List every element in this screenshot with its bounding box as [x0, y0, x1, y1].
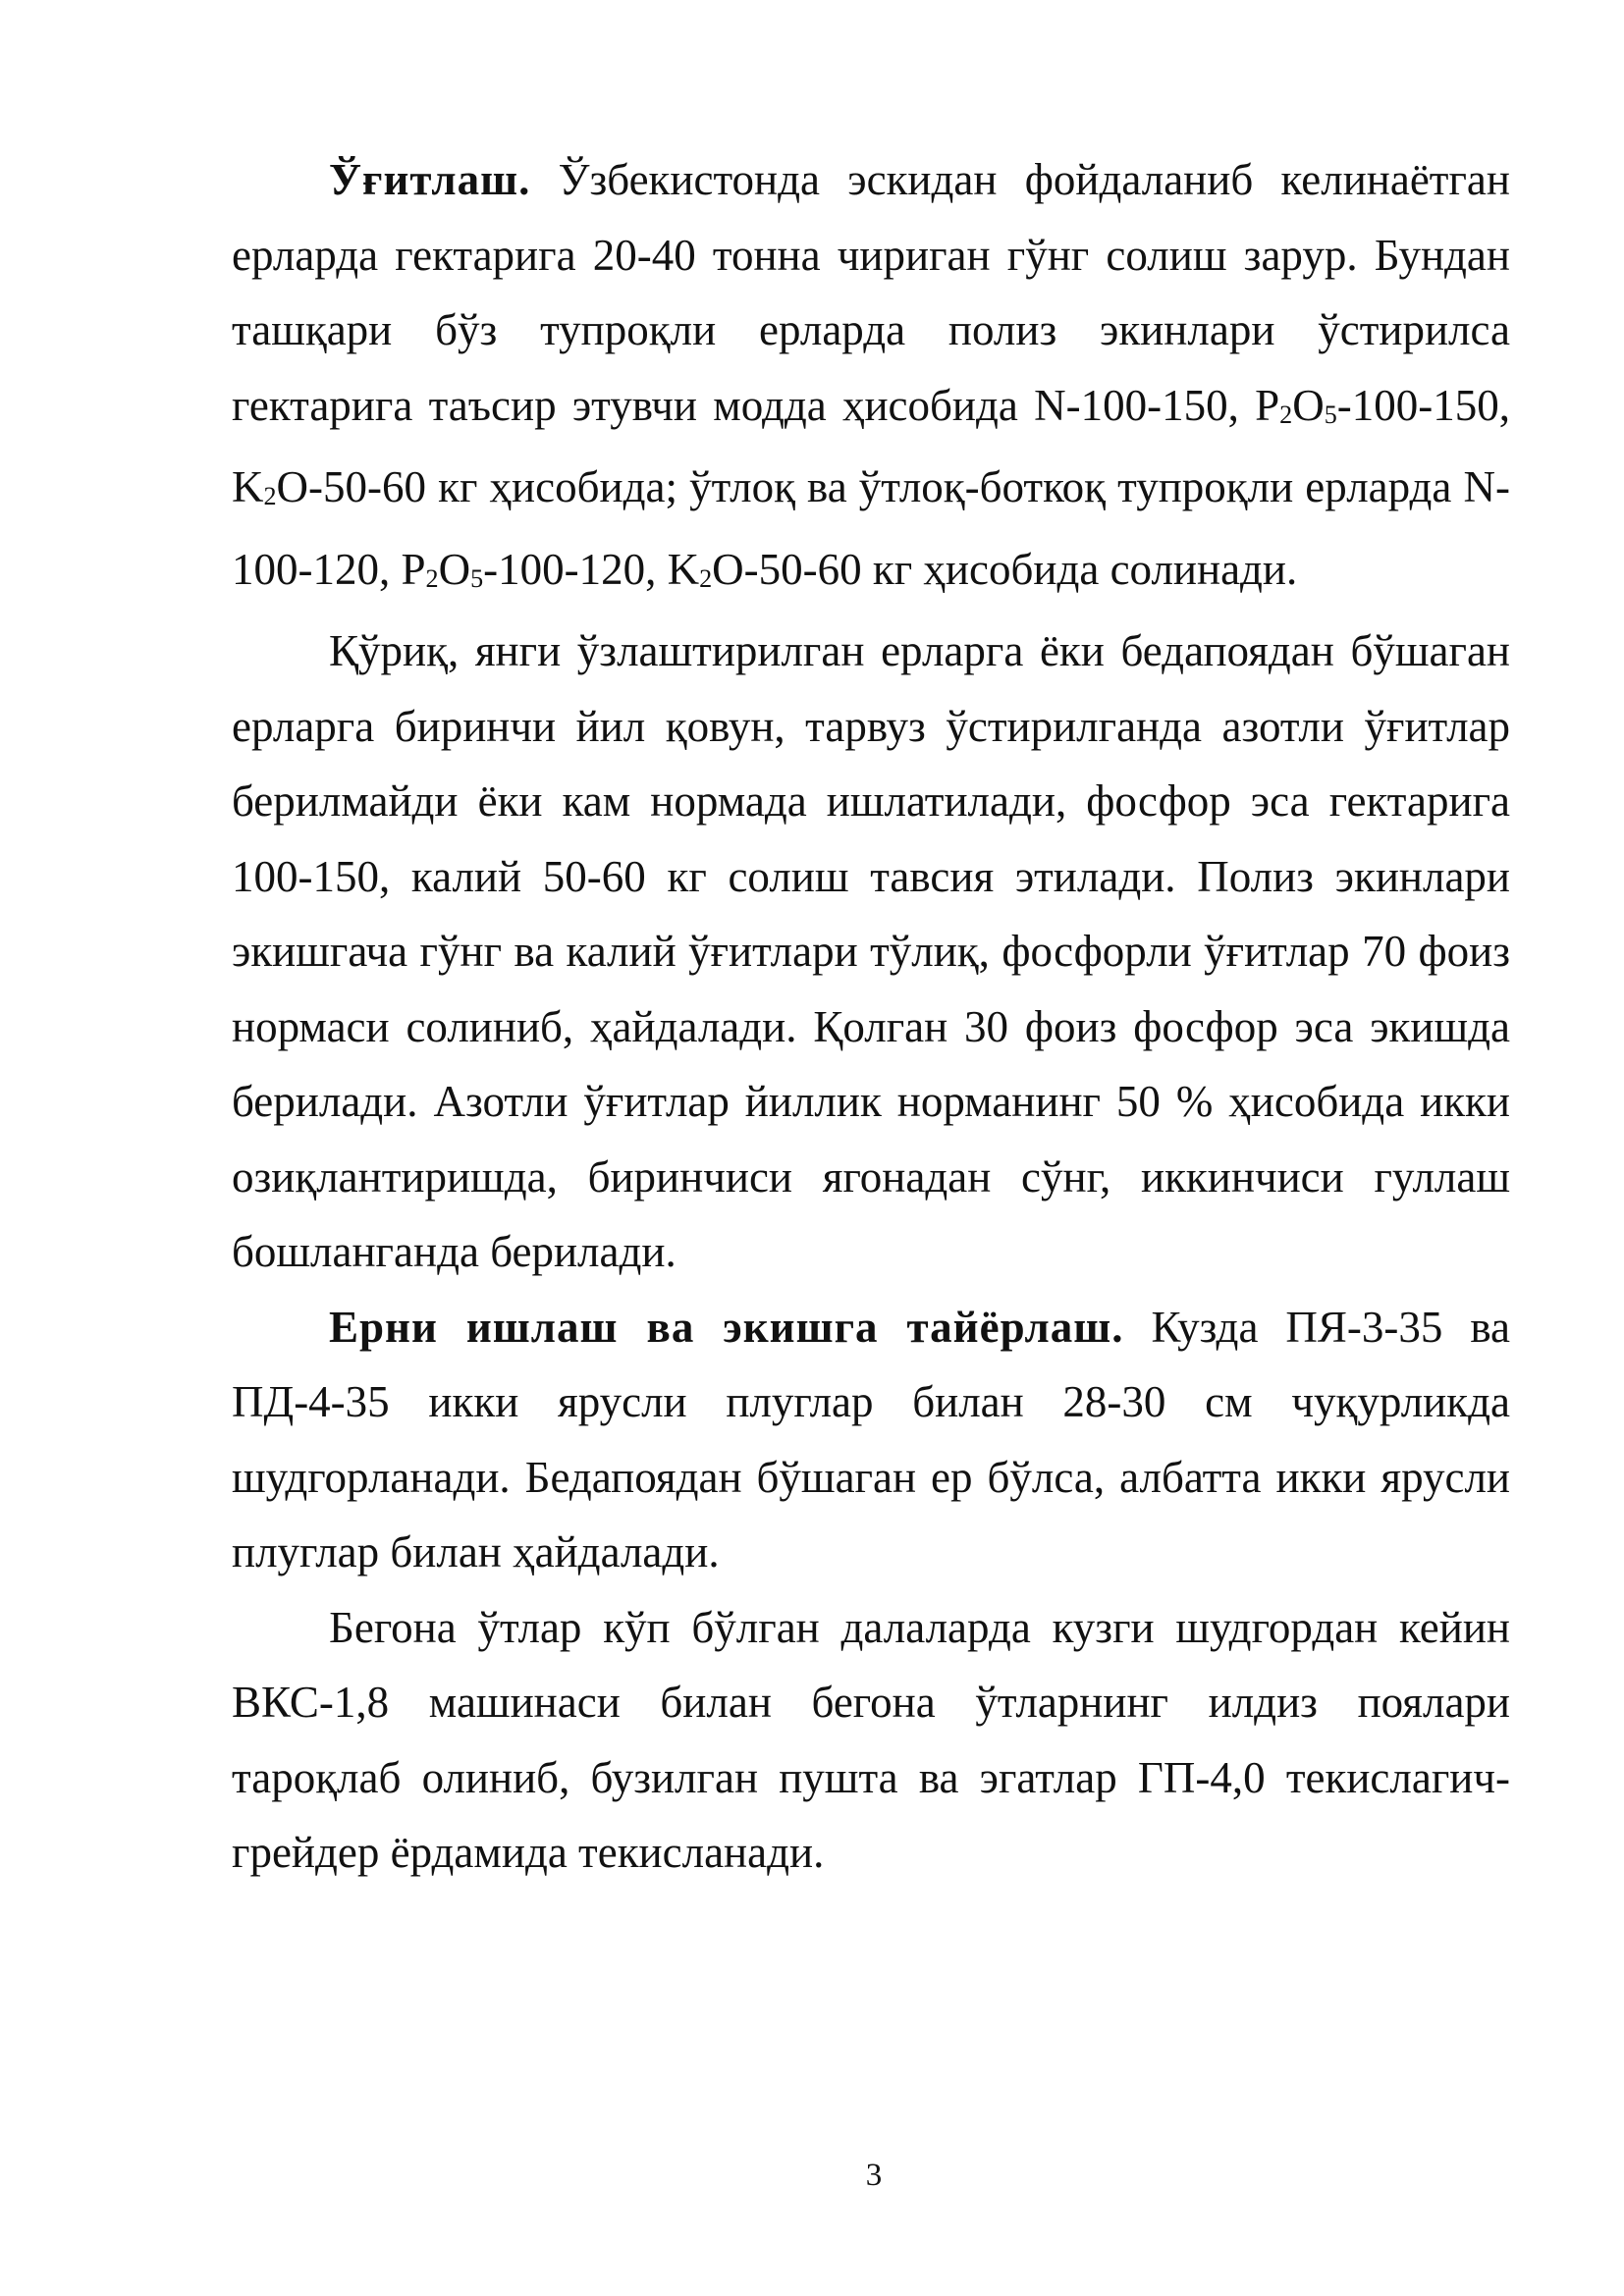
paragraph-body — [232, 1603, 1510, 1878]
text-run: Бегона ўтлар кўп бўлган далаларда кузги шудгордан кейин ВКС-1,8 машинаси билан бегона ўтларнинг илдиз поялари тароқлаб олиниб, бузилган пушта ва эгатлар ГП-4,0 текислагич-грейдер ёрдамида текисланади. — [232, 1602, 1510, 1877]
paragraph-heading: Ерни ишлаш ва экишга тайёрлаш. — [329, 1302, 1124, 1352]
text-run: O — [438, 544, 471, 594]
text-run: O-50-60 кг ҳисобида солинади. — [712, 544, 1298, 594]
text-run: -100-120, K — [483, 544, 700, 594]
text-run: -100-150, K — [232, 380, 1510, 511]
paragraph-body — [232, 155, 1510, 594]
text-run: O — [1292, 380, 1325, 430]
paragraph-soil-preparation — [232, 1290, 1510, 1590]
text-run: Қўриқ, янги ўзлаштирилган ерларга ёки бедапоядан бўшаган ерларга биринчи йил қовун, тарвуз ўстирилганда азотли ўғитлар берилмайди ёки кам нормада ишлатилади, фосфор эса гектарига 100-150, калий 50-60 кг солиш тавсия этилади. Полиз экинлари экишгача гўнг ва калий ўғитлари тўлиқ, фосфорли ўғитлар 70 фоиз нормаси солиниб, ҳайдалади. Қолган 30 фоиз фосфор эса экишда берилади. Азотли ўғитлар йиллик норманинг 50 % ҳисобида икки озиқлантиришда, биринчиси ягонадан сўнг, иккинчиси гуллаш бошланганда берилади. — [232, 626, 1510, 1276]
text-run: O-50-60 кг ҳисобида; ўтлоқ ва ўтлоқ-боткоқ тупроқли ерларда N-100-120, P — [232, 462, 1510, 594]
subscript-text: 2 — [699, 563, 713, 593]
subscript-text: 2 — [425, 563, 439, 593]
subscript-text: 2 — [263, 482, 277, 511]
paragraph-heading: Ўғитлаш. — [329, 155, 531, 204]
paragraph-weeds — [232, 1590, 1510, 1891]
text-run: Ўзбекистонда эскидан фойдаланиб келинаётган ерларда гектарига 20-40 тонна чириган гўнг солиш зарур. Бундан ташқари бўз тупроқли ерларда полиз экинлари ўстирилса гектарига таъсир этувчи модда ҳисобида N-100-150, P — [232, 155, 1510, 430]
paragraph-body — [232, 626, 1510, 1276]
subscript-text: 5 — [470, 563, 484, 593]
subscript-text: 2 — [1279, 400, 1293, 429]
subscript-text: 5 — [1324, 400, 1337, 429]
paragraph-fertilization — [232, 142, 1510, 614]
paragraph-virgin-land — [232, 614, 1510, 1290]
page-number: 3 — [865, 2158, 883, 2193]
document-page — [232, 142, 1510, 1891]
text-run: Кузда ПЯ-3-35 ва ПД-4-35 икки ярусли плуглар билан 28-30 см чуқурликда шудгорланади. Бедапоядан бўшаган ер бўлса, албатта икки ярусли плуглар билан ҳайдалади. — [232, 1302, 1510, 1576]
